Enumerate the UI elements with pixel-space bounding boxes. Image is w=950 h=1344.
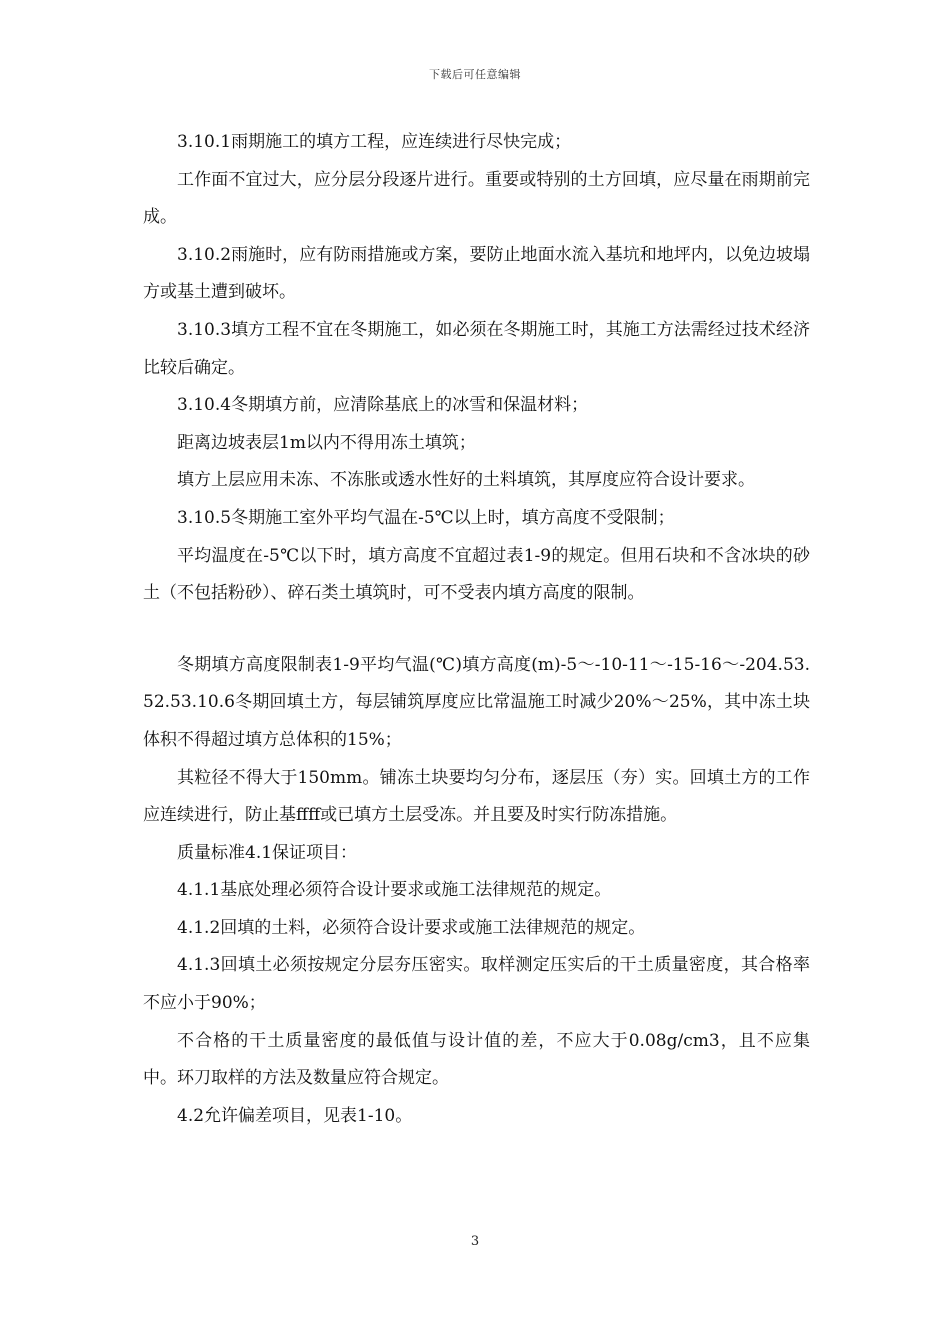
paragraph: 其粒径不得大于150mm。铺冻土块要均匀分布，逐层压（夯）实。回填土方的工作应连续进行，防止基ffff或已填方土层受冻。并且要及时实行防冻措施。 (143, 767, 810, 826)
paragraph: 距离边坡表层1m以内不得用冻土填筑； (177, 432, 476, 453)
paragraph: 3.10.2雨施时，应有防雨措施或方案，要防止地面水流入基坑和地坪内，以免边坡塌方或基土遭到破坏。 (143, 244, 810, 303)
paragraph: 3.10.4冬期填方前，应清除基底上的冰雪和保温材料； (177, 395, 589, 416)
document-body (143, 124, 810, 1135)
paragraph: 3.10.1雨期施工的填方工程，应连续进行尽快完成； (177, 132, 572, 152)
paragraph: 4.1.2回填的土料，必须符合设计要求或施工法律规范的规定。 (177, 917, 646, 938)
page-header-note: 下载后可任意编辑 (429, 68, 521, 81)
paragraph: 工作面不宜过大，应分层分段逐片进行。重要或特别的土方回填，应尽量在雨期前完成。 (143, 169, 810, 228)
paragraph: 4.1.1基底处理必须符合设计要求或施工法律规范的规定。 (177, 880, 612, 901)
page-number: 3 (470, 1234, 480, 1249)
paragraph: 3.10.5冬期施工室外平均气温在-5℃以上时，填方高度不受限制； (177, 507, 675, 528)
paragraph: 4.2允许偏差项目，见表1-10。 (177, 1105, 413, 1126)
paragraph: 4.1.3回填土必须按规定分层夯压密实。取样测定压实后的干土质量密度，其合格率不应小于90%； (143, 955, 810, 1014)
paragraph: 冬期填方高度限制表1-9平均气温(℃)填方高度(m)-5～-10-11～-15-16～-204.53.52.53.10.6冬期回填土方，每层铺筑厚度应比常温施工时减少20%～25%，其中冻土块体积不得超过填方总体积的15%； (143, 654, 810, 750)
paragraph: 填方上层应用未冻、不冻胀或透水性好的土料填筑，其厚度应符合设计要求。 (177, 470, 755, 491)
paragraph: 平均温度在-5℃以下时，填方高度不宜超过表1-9的规定。但用石块和不含冰块的砂土（不包括粉砂）、碎石类土填筑时，可不受表内填方高度的限制。 (143, 545, 810, 604)
section-heading: 质量标准4.1保证项目： (177, 842, 358, 863)
paragraph: 不合格的干土质量密度的最低值与设计值的差，不应大于0.08g/cm3，且不应集中。环刀取样的方法及数量应符合规定。 (143, 1030, 810, 1089)
paragraph: 3.10.3填方工程不宜在冬期施工，如必须在冬期施工时，其施工方法需经过技术经济比较后确定。 (143, 319, 810, 378)
